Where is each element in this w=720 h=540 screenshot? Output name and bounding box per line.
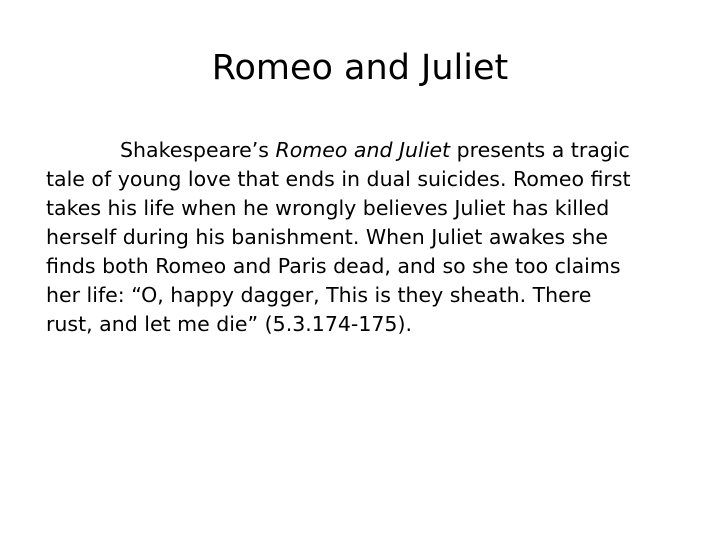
paragraph-line-1 [46, 136, 666, 165]
paragraph-line-5: finds both Romeo and Paris dead, and so she too claims [46, 254, 621, 278]
paragraph-line-2: tale of young love that ends in dual suicides. Romeo first [46, 167, 631, 191]
line1-text-before: Shakespeare’s [120, 138, 276, 162]
play-title-italic: Romeo and Juliet [275, 138, 451, 162]
paragraph-line-6: her life: “O, happy dagger, This is they sheath. There [46, 283, 592, 307]
line1-text-after: presents a tragic [450, 138, 630, 162]
paragraph-line-4: herself during his banishment. When Juliet awakes she [46, 225, 608, 249]
body-paragraph [46, 136, 666, 339]
slide-title: Romeo and Juliet [211, 48, 509, 88]
paragraph-line-7: rust, and let me die” (5.3.174-175). [46, 312, 412, 336]
paragraph-line-3: takes his life when he wrongly believes Juliet has killed [46, 196, 610, 220]
